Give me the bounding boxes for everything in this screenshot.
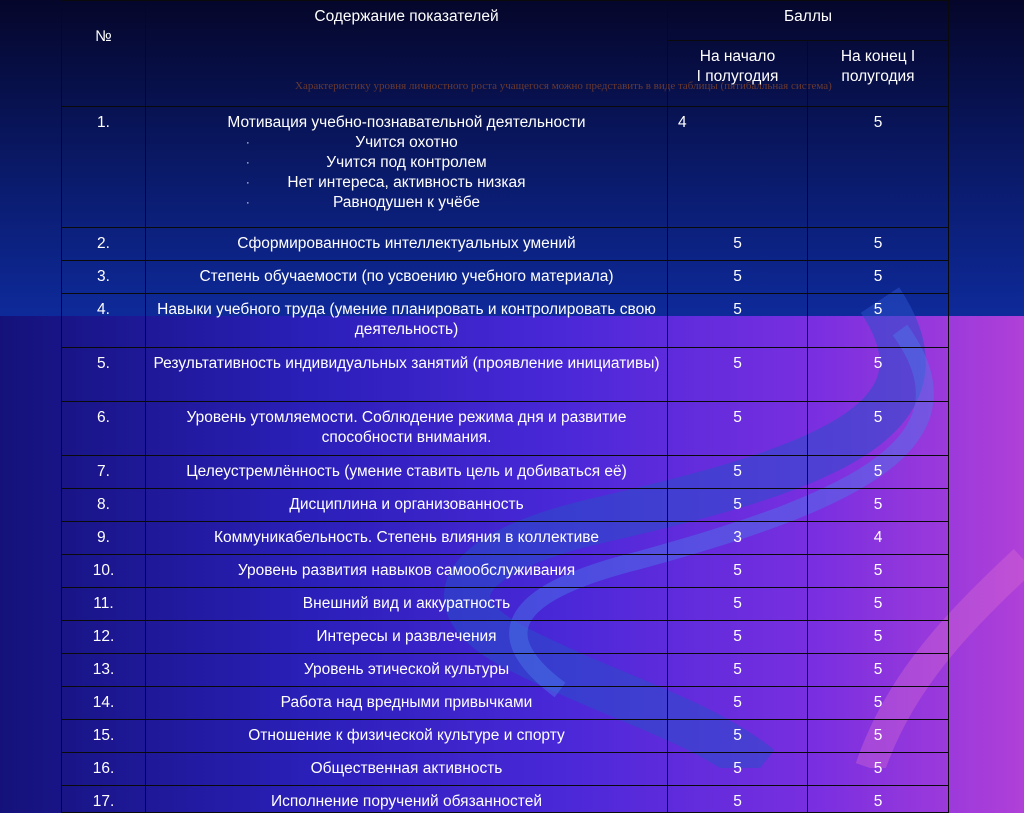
- row-content: [146, 107, 668, 228]
- row-content: Сформированность интеллектуальных умений: [146, 228, 668, 261]
- row-content: Работа над вредными привычками: [146, 687, 668, 720]
- row-score-start: 5: [668, 261, 808, 294]
- row-score-start: 5: [668, 753, 808, 786]
- indicators-table: [61, 0, 949, 813]
- row-score-end: 5: [808, 588, 949, 621]
- table-row: [62, 348, 949, 402]
- row-score-start: 5: [668, 294, 808, 348]
- table-row: [62, 489, 949, 522]
- row-score-end: 5: [808, 456, 949, 489]
- row-number: 4.: [62, 294, 146, 348]
- bullet-icon: ·: [246, 197, 250, 209]
- row-number: 9.: [62, 522, 146, 555]
- row-title: Мотивация учебно-познавательной деятельности: [227, 114, 586, 131]
- row-score-end: 5: [808, 402, 949, 456]
- table-row: [62, 786, 949, 813]
- row-number: 14.: [62, 687, 146, 720]
- table-row: [62, 402, 949, 456]
- row-number: 7.: [62, 456, 146, 489]
- row-content: Навыки учебного труда (умение планировать и контролировать свою деятельность): [146, 294, 668, 348]
- table-row: [62, 588, 949, 621]
- row-score-start: 5: [668, 687, 808, 720]
- row-number: 1.: [62, 107, 146, 228]
- row-score-start: 5: [668, 720, 808, 753]
- row-number: 11.: [62, 588, 146, 621]
- table-row: [62, 621, 949, 654]
- table-row: [62, 228, 949, 261]
- header-start-line1: На начало: [699, 48, 776, 66]
- row-score-start: 5: [668, 348, 808, 402]
- table-row: [62, 687, 949, 720]
- row-score-end: 4: [808, 522, 949, 555]
- list-item: · Учится под контролем: [246, 154, 487, 171]
- row-content: Уровень этической культуры: [146, 654, 668, 687]
- row-content: Исполнение поручений обязанностей: [146, 786, 668, 813]
- table-row: [62, 654, 949, 687]
- row-score-end: 5: [808, 261, 949, 294]
- row-score-start: 5: [668, 621, 808, 654]
- row-content: Отношение к физической культуре и спорту: [146, 720, 668, 753]
- table-row: [62, 522, 949, 555]
- row-number: 16.: [62, 753, 146, 786]
- header-number: №: [62, 1, 146, 107]
- row-number: 3.: [62, 261, 146, 294]
- row-score-start: 4: [668, 107, 808, 228]
- row-content: Коммуникабельность. Степень влияния в коллективе: [146, 522, 668, 555]
- row-score-end: 5: [808, 489, 949, 522]
- row-number: 5.: [62, 348, 146, 402]
- row-score-start: 5: [668, 228, 808, 261]
- list-item: · Равнодушен к учёбе: [246, 194, 481, 211]
- slide-caption: Характеристику уровня личностного роста учащегося можно представить в виде таблицы (пятибалльная система): [295, 80, 832, 92]
- row-content: Уровень утомляемости. Соблюдение режима дня и развитие способности внимания.: [146, 402, 668, 456]
- row-number: 13.: [62, 654, 146, 687]
- header-end-line2: полугодия: [841, 68, 915, 86]
- motivation-list: [150, 133, 663, 213]
- row-content: Дисциплина и организованность: [146, 489, 668, 522]
- bullet-icon: ·: [246, 177, 250, 189]
- row-score-end: 5: [808, 555, 949, 588]
- row-number: 12.: [62, 621, 146, 654]
- row-number: 6.: [62, 402, 146, 456]
- row-score-end: 5: [808, 720, 949, 753]
- row-score-end: 5: [808, 786, 949, 813]
- row-content: Уровень развития навыков самообслуживания: [146, 555, 668, 588]
- row-number: 17.: [62, 786, 146, 813]
- table-row: [62, 294, 949, 348]
- row-number: 8.: [62, 489, 146, 522]
- row-content: Внешний вид и аккуратность: [146, 588, 668, 621]
- row-content: Целеустремлённость (умение ставить цель и добиваться её): [146, 456, 668, 489]
- row-score-end: 5: [808, 687, 949, 720]
- row-score-start: 5: [668, 489, 808, 522]
- header-start: [668, 41, 808, 107]
- bullet-icon: ·: [246, 157, 250, 169]
- row-number: 15.: [62, 720, 146, 753]
- list-item: · Нет интереса, активность низкая: [246, 174, 526, 191]
- row-score-end: 5: [808, 348, 949, 402]
- row-score-start: 5: [668, 555, 808, 588]
- row-number: 2.: [62, 228, 146, 261]
- table-row: [62, 261, 949, 294]
- row-number: 10.: [62, 555, 146, 588]
- row-score-end: 5: [808, 621, 949, 654]
- header-start-line2: I полугодия: [696, 68, 779, 86]
- table-row: [62, 555, 949, 588]
- row-score-start: 5: [668, 654, 808, 687]
- table-row: [62, 107, 949, 228]
- bullet-icon: ·: [246, 137, 250, 149]
- header-end-line1: На конец I: [840, 48, 916, 66]
- table-row: [62, 753, 949, 786]
- row-content: Общественная активность: [146, 753, 668, 786]
- row-score-end: 5: [808, 228, 949, 261]
- row-content: Интересы и развлечения: [146, 621, 668, 654]
- row-score-end: 5: [808, 294, 949, 348]
- row-score-start: 5: [668, 588, 808, 621]
- table-row: [62, 456, 949, 489]
- row-score-end: 5: [808, 107, 949, 228]
- header-end: [808, 41, 949, 107]
- row-score-start: 5: [668, 402, 808, 456]
- header-score: Баллы: [668, 1, 949, 41]
- row-score-start: 5: [668, 786, 808, 813]
- row-content: Результативность индивидуальных занятий (проявление инициативы): [146, 348, 668, 402]
- row-content: Степень обучаемости (по усвоению учебного материала): [146, 261, 668, 294]
- row-score-start: 3: [668, 522, 808, 555]
- header-content: Содержание показателей: [146, 1, 668, 107]
- row-score-end: 5: [808, 654, 949, 687]
- row-score-start: 5: [668, 456, 808, 489]
- table-row: [62, 720, 949, 753]
- list-item: · Учится охотно: [246, 134, 458, 151]
- row-score-end: 5: [808, 753, 949, 786]
